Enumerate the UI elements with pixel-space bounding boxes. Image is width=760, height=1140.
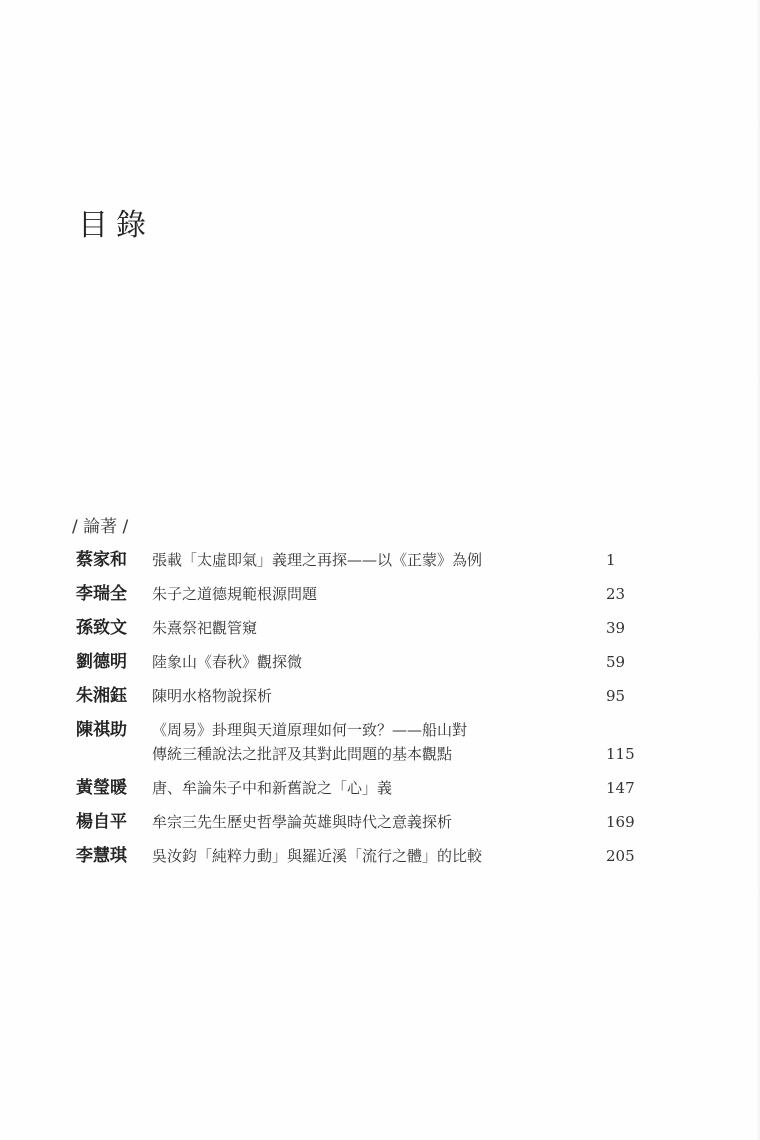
- toc-entry: [76, 582, 636, 606]
- toc-page-number: 1: [606, 551, 616, 569]
- toc-title-line: 陸象山《春秋》觀探微: [152, 653, 303, 671]
- toc-author: 朱湘鈺: [76, 686, 127, 706]
- toc-page-number: 39: [606, 619, 626, 637]
- toc-author: 李瑞全: [76, 584, 127, 604]
- toc-author: 李慧琪: [76, 846, 127, 866]
- toc-page-number: 147: [606, 779, 635, 797]
- toc-entry: [76, 616, 636, 640]
- table-of-contents: [76, 548, 636, 878]
- toc-title: [152, 548, 592, 572]
- toc-author: 黃瑩暖: [76, 778, 127, 798]
- toc-title: [152, 718, 592, 766]
- toc-page-number: 59: [606, 653, 626, 671]
- toc-title-line: 朱熹祭祀觀管窺: [152, 619, 258, 637]
- toc-entry: [76, 650, 636, 674]
- page-edge: [756, 0, 760, 1140]
- toc-author: 孫致文: [76, 618, 127, 638]
- toc-entry: [76, 548, 636, 572]
- toc-title-line: 傳統三種說法之批評及其對此問題的基本觀點: [152, 745, 453, 763]
- toc-entry: [76, 844, 636, 868]
- toc-author: 陳祺助: [76, 720, 127, 740]
- toc-title-line: 唐、牟論朱子中和新舊說之「心」義: [152, 779, 393, 797]
- toc-entry: [76, 684, 636, 708]
- section-label: / 論著 /: [72, 517, 129, 537]
- toc-title: [152, 844, 592, 868]
- toc-title-line: 《周易》卦理與天道原理如何一致？——船山對: [152, 721, 468, 739]
- toc-author: 楊自平: [76, 812, 127, 832]
- toc-page-number: 95: [606, 687, 626, 705]
- toc-entry: [76, 718, 636, 766]
- toc-title-line: 張載「太虛即氣」義理之再探——以《正蒙》為例: [152, 551, 483, 569]
- toc-title-line: 陳明水格物說探析: [152, 687, 273, 705]
- toc-title: [152, 582, 592, 606]
- toc-title: [152, 810, 592, 834]
- toc-title: [152, 616, 592, 640]
- page-title: 目錄: [78, 208, 154, 243]
- toc-title: [152, 684, 592, 708]
- toc-title-line: 牟宗三先生歷史哲學論英雄與時代之意義探析: [152, 813, 453, 831]
- toc-page-number: 205: [606, 847, 635, 865]
- toc-page-number: 169: [606, 813, 635, 831]
- toc-entry: [76, 776, 636, 800]
- toc-author: 劉德明: [76, 652, 127, 672]
- toc-page-number: 115: [606, 745, 635, 763]
- toc-title: [152, 650, 592, 674]
- toc-title-line: 吳汝鈞「純粹力動」與羅近溪「流行之體」的比較: [152, 847, 483, 865]
- toc-title-line: 朱子之道德規範根源問題: [152, 585, 318, 603]
- toc-title: [152, 776, 592, 800]
- toc-author: 蔡家和: [76, 550, 127, 570]
- toc-page-number: 23: [606, 585, 626, 603]
- toc-entry: [76, 810, 636, 834]
